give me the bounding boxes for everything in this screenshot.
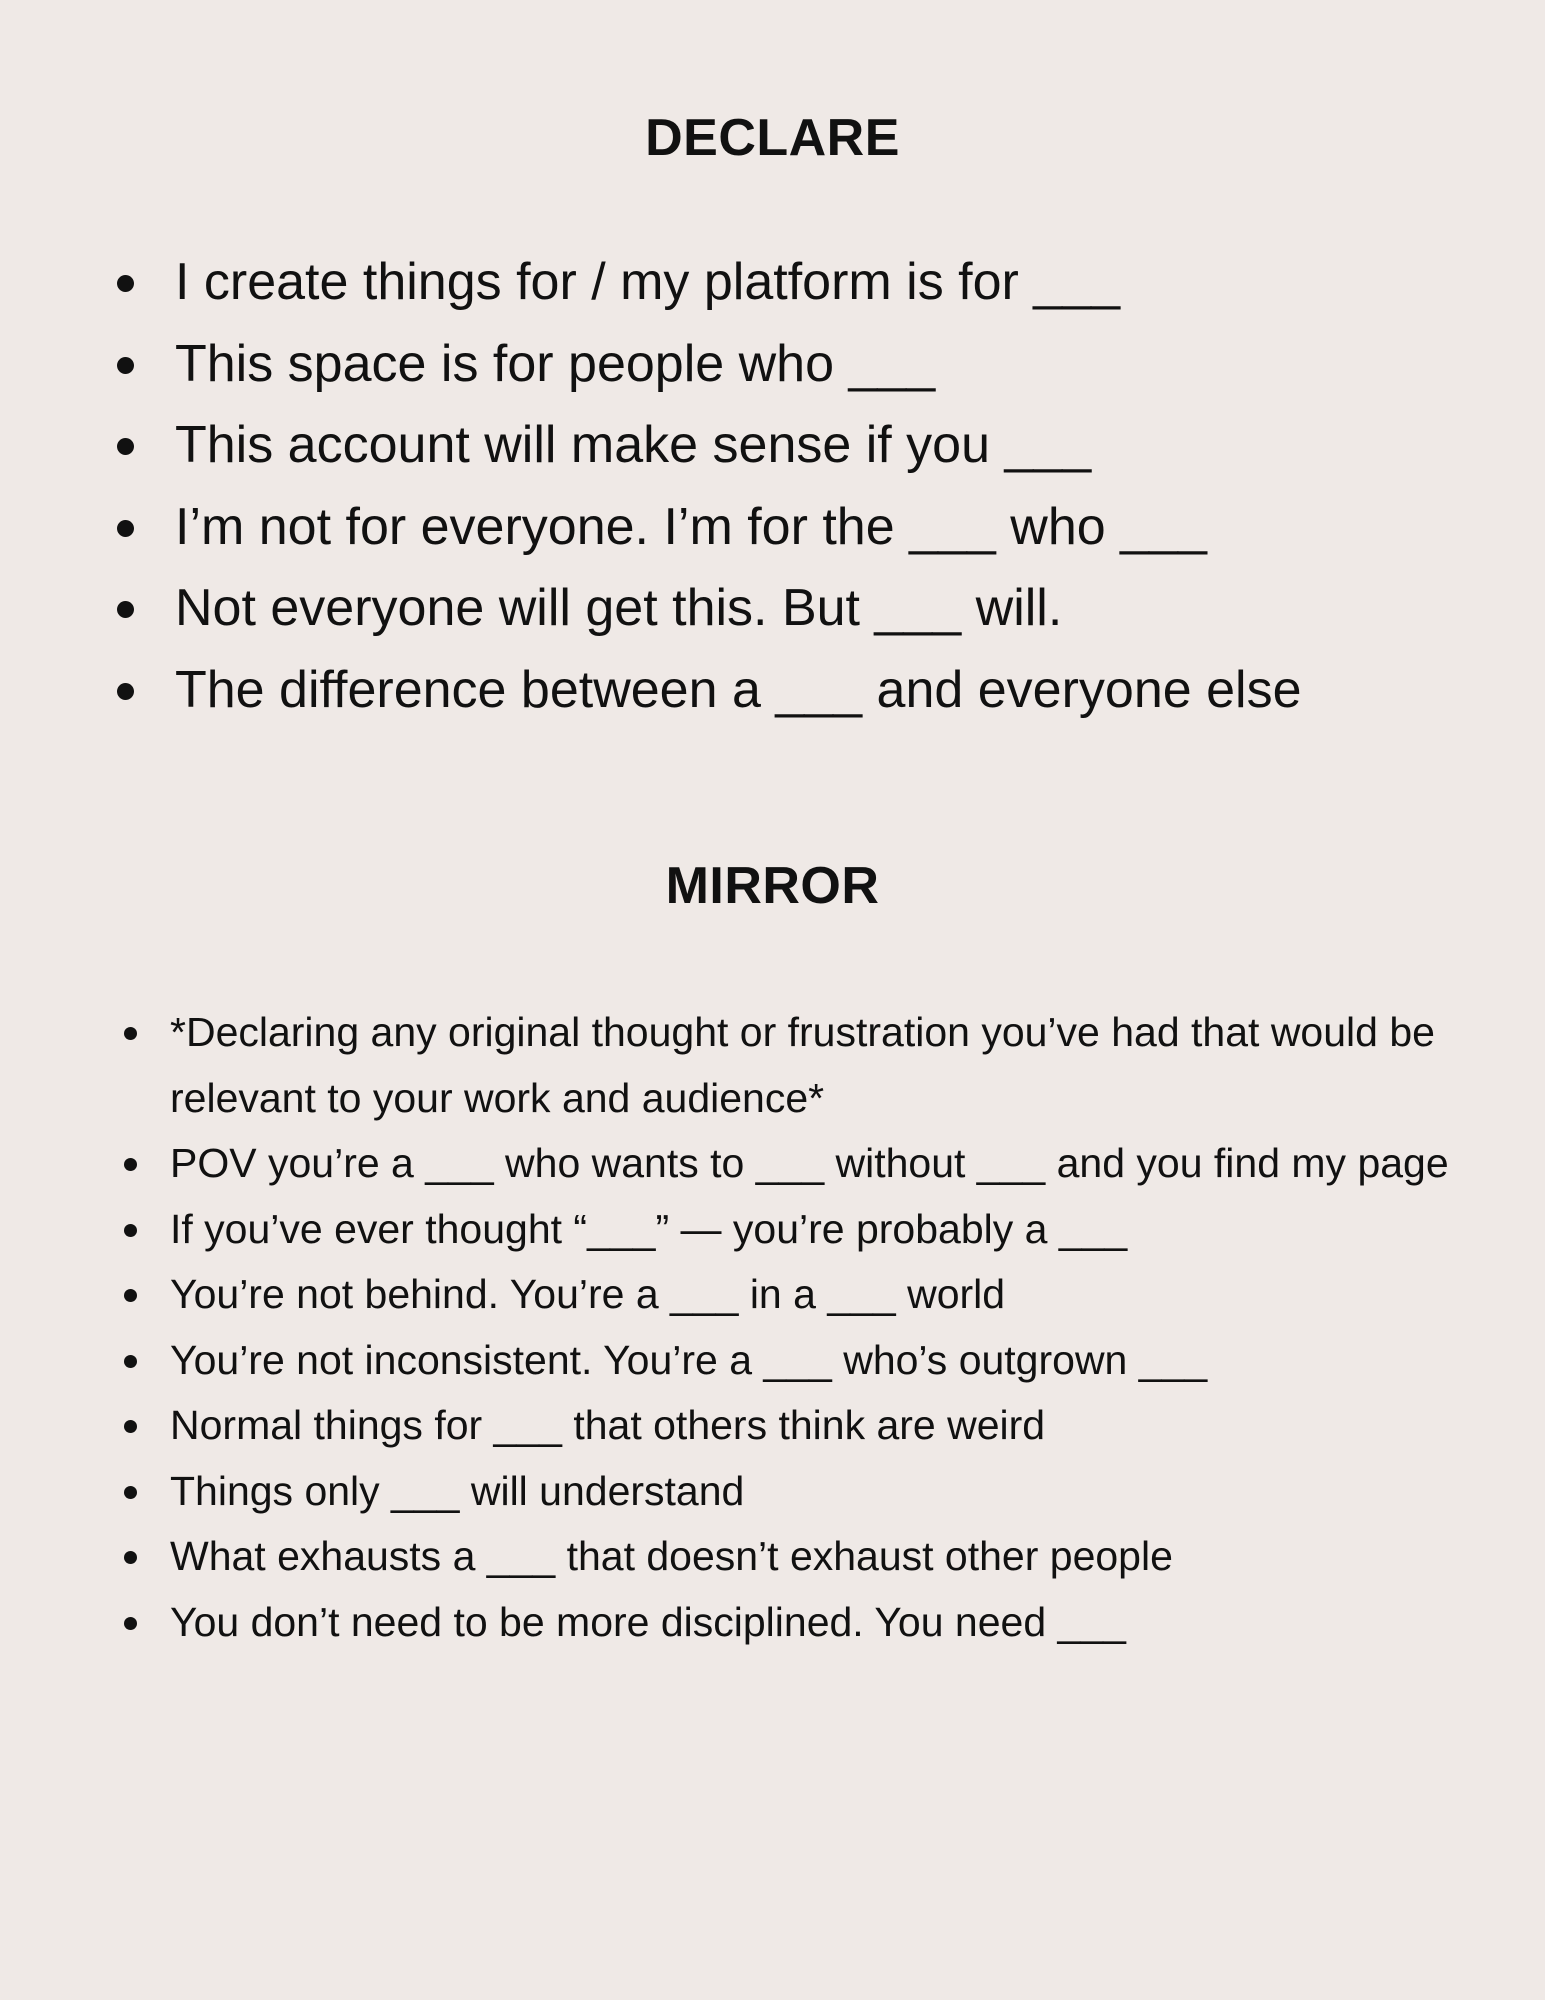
list-item: Things only ___ will understand: [122, 1459, 1452, 1525]
list-item: You’re not behind. You’re a ___ in a ___ world: [122, 1262, 1452, 1328]
list-item: You’re not inconsistent. You’re a ___ who’s outgrown ___: [122, 1328, 1452, 1394]
list-item: Not everyone will get this. But ___ will.: [115, 568, 1445, 650]
list-item: I’m not for everyone. I’m for the ___ who ___: [115, 487, 1445, 569]
list-item: I create things for / my platform is for ___: [115, 242, 1445, 324]
list-item: This account will make sense if you ___: [115, 405, 1445, 487]
list-item: This space is for people who ___: [115, 324, 1445, 406]
section-title-mirror: MIRROR: [665, 857, 880, 915]
list-item: You don’t need to be more disciplined. You need ___: [122, 1590, 1452, 1656]
list-item: *Declaring any original thought or frustration you’ve had that would be relevant to your work and audience*: [122, 1000, 1452, 1131]
list-item: What exhausts a ___ that doesn’t exhaust other people: [122, 1524, 1452, 1590]
declare-list: [115, 242, 1445, 732]
list-item: POV you’re a ___ who wants to ___ without ___ and you find my page: [122, 1131, 1452, 1197]
list-item: If you’ve ever thought “___” — you’re probably a ___: [122, 1197, 1452, 1263]
mirror-list: [122, 1000, 1452, 1655]
list-item: The difference between a ___ and everyone else: [115, 650, 1445, 732]
list-item: Normal things for ___ that others think are weird: [122, 1393, 1452, 1459]
section-title-declare: DECLARE: [645, 109, 900, 167]
